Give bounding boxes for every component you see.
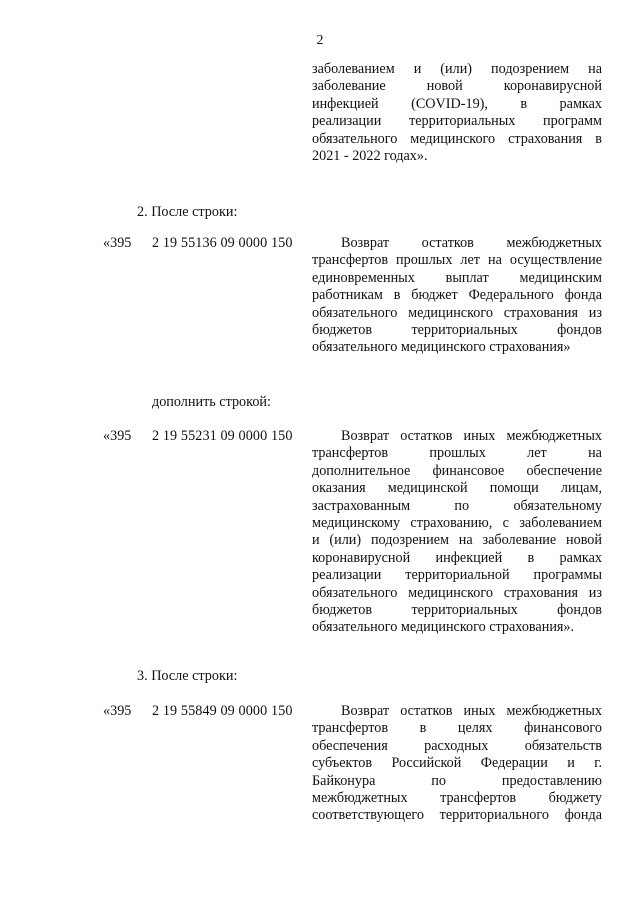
text-line: реализации территориальной программы [312, 567, 602, 584]
intro-text-block [312, 61, 602, 165]
text-line: обязательного медицинского страхования» [312, 339, 571, 356]
text-line: трансфертов в целях финансового [312, 720, 602, 737]
text-line: и (или) подозрением на заболевание новой [312, 532, 602, 549]
section-2-heading: 2. После строки: [137, 204, 238, 220]
budget-code: 2 19 55136 09 0000 150 [152, 235, 293, 251]
text-line: дополнительное финансовое обеспечение [312, 462, 602, 479]
text-line: работникам в бюджет Федерального фонда [312, 287, 602, 304]
text-line: Байконура по предоставлению [312, 772, 602, 789]
text-line: инфекцией (COVID-19), в рамках [312, 95, 602, 112]
text-line: заболевание новой коронавирусной [312, 78, 602, 95]
text-line: межбюджетных трансфертов бюджету [312, 790, 602, 807]
row-description [312, 428, 602, 637]
text-line: трансфертов прошлых лет на осуществление [312, 252, 602, 269]
budget-code: 2 19 55849 09 0000 150 [152, 703, 293, 719]
text-line: оказания медицинской помощи лицам, [312, 480, 602, 497]
text-line: обеспечения расходных обязательств [312, 737, 602, 754]
text-line: соответствующего территориального фонда [312, 807, 602, 824]
text-line: застрахованным по обязательному [312, 497, 602, 514]
row-prefix: «395 [103, 703, 132, 719]
text-line: единовременных выплат медицинским [312, 269, 602, 286]
text-line: медицинскому страхованию, с заболеванием [312, 515, 602, 532]
row-prefix: «395 [103, 235, 132, 251]
text-line: 2021 - 2022 годах». [312, 148, 428, 165]
text-line: обязательного медицинского страхования из [312, 304, 602, 321]
row-description [312, 235, 602, 357]
text-line: коронавирусной инфекцией в рамках [312, 549, 602, 566]
row-description [312, 703, 602, 825]
budget-code: 2 19 55231 09 0000 150 [152, 428, 293, 444]
text-line: обязательного медицинского страхования». [312, 619, 575, 636]
row-prefix: «395 [103, 428, 132, 444]
text-line: реализации территориальных программ [312, 113, 602, 130]
add-row-label: дополнить строкой: [152, 394, 271, 410]
text-line: обязательного медицинского страхования из [312, 584, 602, 601]
section-3-heading: 3. После строки: [137, 668, 238, 684]
text-line: субъектов Российской Федерации и г. [312, 755, 602, 772]
text-line: бюджетов территориальных фондов [312, 322, 602, 339]
text-line: бюджетов территориальных фондов [312, 602, 602, 619]
text-line: Возврат остатков иных межбюджетных [341, 703, 602, 719]
text-line: Возврат остатков иных межбюджетных [341, 428, 602, 444]
text-line: заболеванием и (или) подозрением на [312, 61, 602, 77]
text-line: обязательного медицинского страхования в [312, 130, 602, 147]
page-number: 2 [316, 33, 324, 48]
text-line: Возврат остатков межбюджетных [341, 235, 602, 251]
text-line: трансфертов прошлых лет на [312, 445, 602, 462]
